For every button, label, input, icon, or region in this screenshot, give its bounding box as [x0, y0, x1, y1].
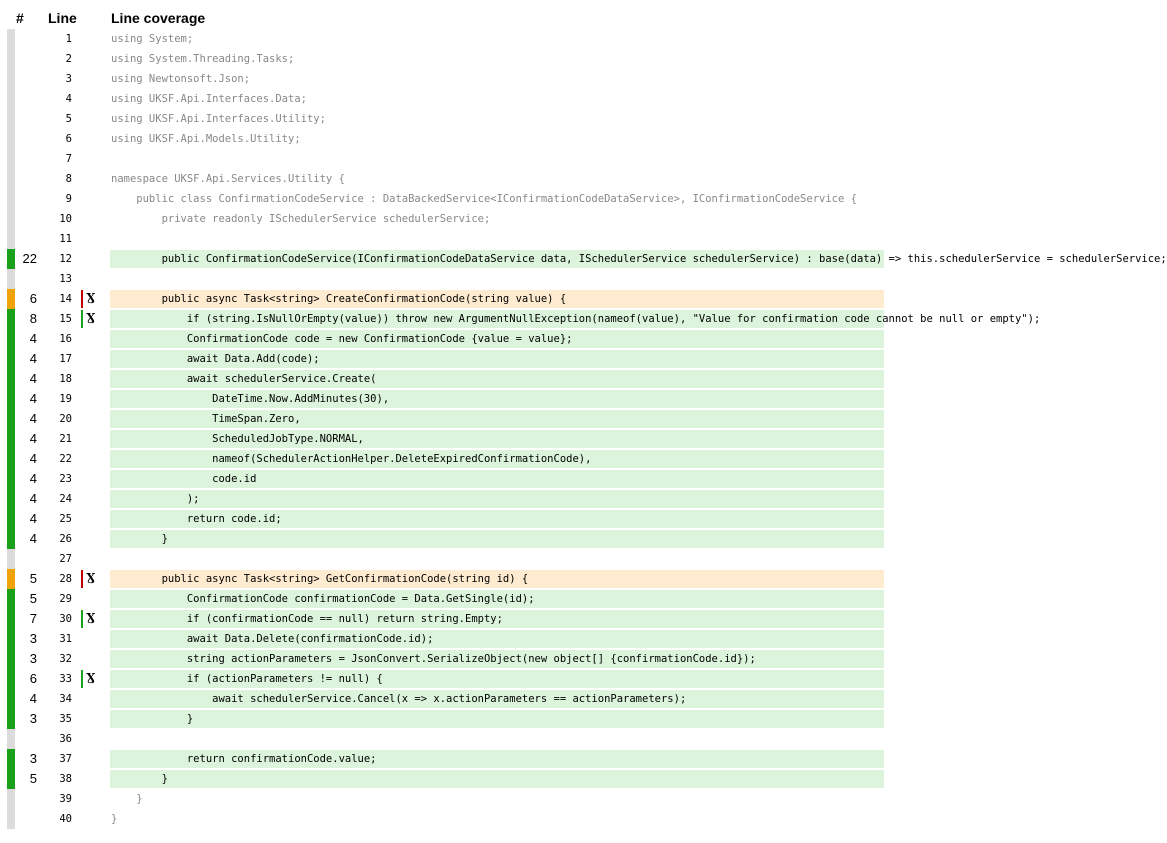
source-code-line: }: [111, 793, 143, 805]
coverage-indicator: [7, 509, 15, 529]
source-code-line: using System;: [111, 33, 194, 45]
hit-count: 6: [29, 671, 37, 686]
line-number: 38: [59, 773, 72, 785]
hit-count: 4: [29, 531, 37, 546]
hit-count: [15, 809, 37, 829]
source-code-line: }: [110, 530, 884, 548]
table-row: [0, 549, 920, 569]
line-number: 20: [59, 413, 72, 425]
source-code-line: await Data.Delete(confirmationCode.id);: [110, 630, 884, 648]
line-number: 34: [59, 693, 72, 705]
line-number: 28: [59, 573, 72, 585]
coverage-indicator: [7, 749, 15, 769]
coverage-indicator: [7, 649, 15, 669]
coverage-indicator: [7, 129, 15, 149]
coverage-indicator: [7, 689, 15, 709]
source-code-line: if (string.IsNullOrEmpty(value)) throw new ArgumentNullException(nameof(value), "Value for confirmation code cannot be null or empty");: [110, 310, 884, 328]
source-code-line: using UKSF.Api.Models.Utility;: [111, 133, 301, 145]
line-number: 35: [59, 713, 72, 725]
hit-count: 4: [29, 411, 37, 426]
branch-glyph-icon: Ɣ: [86, 611, 96, 625]
table-row: [0, 809, 920, 829]
hit-count: 5: [29, 591, 37, 606]
line-number: 11: [59, 233, 72, 245]
coverage-indicator: [7, 269, 15, 289]
line-number: 7: [65, 153, 72, 165]
table-row: [0, 569, 920, 589]
branch-glyph-icon: Ɣ: [86, 571, 96, 585]
hit-count: [15, 69, 37, 89]
coverage-indicator: [7, 309, 15, 329]
line-number: 5: [65, 113, 72, 125]
line-number: 40: [59, 813, 72, 825]
table-row: [0, 109, 920, 129]
coverage-indicator: [7, 789, 15, 809]
hit-count: 4: [29, 491, 37, 506]
coverage-indicator: [7, 549, 15, 569]
source-code-line: await Data.Add(code);: [110, 350, 884, 368]
source-code-line: [110, 550, 884, 568]
table-row: [0, 789, 920, 809]
table-row: [0, 469, 920, 489]
hit-count: 3: [29, 711, 37, 726]
branch-icon[interactable]: [81, 310, 97, 328]
source-code-line: }: [110, 770, 884, 788]
coverage-indicator: [7, 149, 15, 169]
table-row: [0, 29, 920, 49]
source-code-line: ConfirmationCode code = new ConfirmationCode {value = value};: [110, 330, 884, 348]
source-code-line: namespace UKSF.Api.Services.Utility {: [111, 173, 345, 185]
coverage-indicator: [7, 469, 15, 489]
line-number: 2: [65, 53, 72, 65]
source-code-line: using UKSF.Api.Interfaces.Utility;: [111, 113, 326, 125]
line-number: 39: [59, 793, 72, 805]
hit-count: 3: [29, 751, 37, 766]
hit-count: [15, 549, 37, 569]
branch-coverage-bar: [81, 610, 83, 628]
hit-count: [15, 729, 37, 749]
source-code-line: [110, 230, 884, 248]
table-row: [0, 409, 920, 429]
table-row: [0, 749, 920, 769]
table-row: [0, 709, 920, 729]
line-number: 33: [59, 673, 72, 685]
table-row: [0, 89, 920, 109]
source-code-line: [110, 150, 884, 168]
line-number: 13: [59, 273, 72, 285]
source-code-line: nameof(SchedulerActionHelper.DeleteExpiredConfirmationCode),: [110, 450, 884, 468]
coverage-indicator: [7, 109, 15, 129]
source-code-line: ScheduledJobType.NORMAL,: [110, 430, 884, 448]
line-number: 8: [65, 173, 72, 185]
hit-count: [15, 789, 37, 809]
table-row: [0, 149, 920, 169]
coverage-indicator: [7, 589, 15, 609]
source-code-line: ConfirmationCode confirmationCode = Data.GetSingle(id);: [110, 590, 884, 608]
coverage-table: [0, 29, 1167, 829]
branch-icon[interactable]: [81, 570, 97, 588]
source-code-line: using System.Threading.Tasks;: [111, 53, 295, 65]
table-row: [0, 349, 920, 369]
line-number: 4: [65, 93, 72, 105]
line-number: 25: [59, 513, 72, 525]
line-number: 32: [59, 653, 72, 665]
table-row: [0, 649, 920, 669]
branch-icon[interactable]: [81, 290, 97, 308]
source-code-line: );: [110, 490, 884, 508]
coverage-indicator: [7, 189, 15, 209]
hit-count: 4: [29, 331, 37, 346]
source-code-line: using UKSF.Api.Interfaces.Data;: [111, 93, 307, 105]
source-code-line: TimeSpan.Zero,: [110, 410, 884, 428]
source-code-line: }: [110, 710, 884, 728]
hit-count: [15, 209, 37, 229]
source-code-line: await schedulerService.Cancel(x => x.actionParameters == actionParameters);: [110, 690, 884, 708]
line-number: 18: [59, 373, 72, 385]
hit-count: [15, 49, 37, 69]
hit-count: 8: [29, 311, 37, 326]
table-row: [0, 729, 920, 749]
table-row: [0, 49, 920, 69]
coverage-indicator: [7, 709, 15, 729]
hit-count: 4: [29, 371, 37, 386]
hit-count: 7: [29, 611, 37, 626]
table-row: [0, 449, 920, 469]
line-number: 1: [65, 33, 72, 45]
coverage-indicator: [7, 669, 15, 689]
source-code-line: [110, 730, 884, 748]
hit-count: 4: [29, 451, 37, 466]
coverage-indicator: [7, 349, 15, 369]
hit-count: [15, 269, 37, 289]
source-code-line: [110, 270, 884, 288]
hit-count: 5: [29, 571, 37, 586]
line-number: 6: [65, 133, 72, 145]
table-row: [0, 389, 920, 409]
coverage-indicator: [7, 209, 15, 229]
table-row: [0, 249, 1167, 269]
hit-count: 22: [22, 251, 37, 266]
coverage-indicator: [7, 29, 15, 49]
line-number: 17: [59, 353, 72, 365]
branch-icon[interactable]: [81, 670, 97, 688]
column-header-coverage: Line coverage: [111, 10, 206, 26]
source-code-line: await schedulerService.Create(: [110, 370, 884, 388]
hit-count: [15, 129, 37, 149]
table-row: [0, 329, 920, 349]
branch-icon[interactable]: [81, 610, 97, 628]
coverage-indicator: [7, 489, 15, 509]
branch-glyph-icon: Ɣ: [86, 291, 96, 305]
coverage-indicator: [7, 609, 15, 629]
hit-count: [15, 189, 37, 209]
table-row: [0, 229, 920, 249]
coverage-indicator: [7, 89, 15, 109]
table-row: [0, 669, 920, 689]
coverage-indicator: [7, 409, 15, 429]
line-number: 16: [59, 333, 72, 345]
line-number: 37: [59, 753, 72, 765]
line-number: 36: [59, 733, 72, 745]
source-code-line: public class ConfirmationCodeService : DataBackedService<IConfirmationCodeDataService>, IConfirmationCodeService {: [111, 193, 857, 205]
coverage-indicator: [7, 429, 15, 449]
line-number: 22: [59, 453, 72, 465]
branch-coverage-bar: [81, 670, 83, 688]
source-code-line: public async Task<string> GetConfirmationCode(string id) {: [110, 570, 884, 588]
coverage-indicator: [7, 329, 15, 349]
hit-count: [15, 89, 37, 109]
hit-count: 4: [29, 691, 37, 706]
line-number: 30: [59, 613, 72, 625]
coverage-indicator: [7, 569, 15, 589]
table-row: [0, 69, 920, 89]
table-row: [0, 129, 920, 149]
table-row: [0, 289, 920, 309]
coverage-indicator: [7, 369, 15, 389]
line-number: 31: [59, 633, 72, 645]
line-number: 15: [59, 313, 72, 325]
line-number: 24: [59, 493, 72, 505]
branch-coverage-bar: [81, 570, 83, 588]
branch-glyph-icon: Ɣ: [86, 311, 96, 325]
table-row: [0, 309, 1041, 329]
line-number: 10: [59, 213, 72, 225]
coverage-indicator: [7, 289, 15, 309]
line-number: 27: [59, 553, 72, 565]
table-row: [0, 689, 920, 709]
coverage-indicator: [7, 49, 15, 69]
table-row: [0, 489, 920, 509]
hit-count: 4: [29, 351, 37, 366]
source-code-line: code.id: [110, 470, 884, 488]
hit-count: 3: [29, 651, 37, 666]
coverage-indicator: [7, 449, 15, 469]
source-code-line: private readonly ISchedulerService schedulerService;: [111, 213, 491, 225]
line-number: 23: [59, 473, 72, 485]
table-row: [0, 769, 920, 789]
hit-count: [15, 169, 37, 189]
table-row: [0, 589, 920, 609]
table-row: [0, 269, 920, 289]
line-number: 26: [59, 533, 72, 545]
hit-count: [15, 109, 37, 129]
source-code-line: }: [111, 813, 118, 825]
hit-count: 5: [29, 771, 37, 786]
coverage-indicator: [7, 229, 15, 249]
source-code-line: public async Task<string> CreateConfirmationCode(string value) {: [110, 290, 884, 308]
coverage-indicator: [7, 629, 15, 649]
hit-count: 4: [29, 431, 37, 446]
coverage-indicator: [7, 809, 15, 829]
line-number: 19: [59, 393, 72, 405]
coverage-indicator: [7, 389, 15, 409]
column-header-hits: #: [16, 10, 24, 26]
source-code-line: DateTime.Now.AddMinutes(30),: [110, 390, 884, 408]
hit-count: 6: [29, 291, 37, 306]
table-row: [0, 209, 920, 229]
coverage-indicator: [7, 169, 15, 189]
line-number: 21: [59, 433, 72, 445]
hit-count: [15, 229, 37, 249]
branch-glyph-icon: Ɣ: [86, 671, 96, 685]
line-number: 3: [65, 73, 72, 85]
hit-count: [15, 29, 37, 49]
line-number: 12: [59, 253, 72, 265]
line-number: 14: [59, 293, 72, 305]
coverage-indicator: [7, 249, 15, 269]
hit-count: 4: [29, 391, 37, 406]
table-row: [0, 509, 920, 529]
coverage-indicator: [7, 729, 15, 749]
coverage-indicator: [7, 69, 15, 89]
source-code-line: return code.id;: [110, 510, 884, 528]
table-row: [0, 629, 920, 649]
table-row: [0, 169, 920, 189]
branch-coverage-bar: [81, 290, 83, 308]
table-row: [0, 609, 920, 629]
source-code-line: string actionParameters = JsonConvert.SerializeObject(new object[] {confirmationCode.id});: [110, 650, 884, 668]
source-code-line: if (confirmationCode == null) return string.Empty;: [110, 610, 884, 628]
source-code-line: return confirmationCode.value;: [110, 750, 884, 768]
hit-count: 3: [29, 631, 37, 646]
hit-count: 4: [29, 471, 37, 486]
table-row: [0, 369, 920, 389]
column-header-line: Line: [48, 10, 77, 26]
source-code-line: public ConfirmationCodeService(IConfirmationCodeDataService data, ISchedulerService schedulerService) : base(data) => this.schedulerService = schedulerService;: [110, 250, 884, 268]
branch-coverage-bar: [81, 310, 83, 328]
table-row: [0, 529, 920, 549]
coverage-indicator: [7, 529, 15, 549]
hit-count: 4: [29, 511, 37, 526]
table-row: [0, 429, 920, 449]
coverage-indicator: [7, 769, 15, 789]
line-number: 9: [65, 193, 72, 205]
line-number: 29: [59, 593, 72, 605]
source-code-line: using Newtonsoft.Json;: [111, 73, 251, 85]
hit-count: [15, 149, 37, 169]
source-code-line: if (actionParameters != null) {: [110, 670, 884, 688]
table-row: [0, 189, 920, 209]
